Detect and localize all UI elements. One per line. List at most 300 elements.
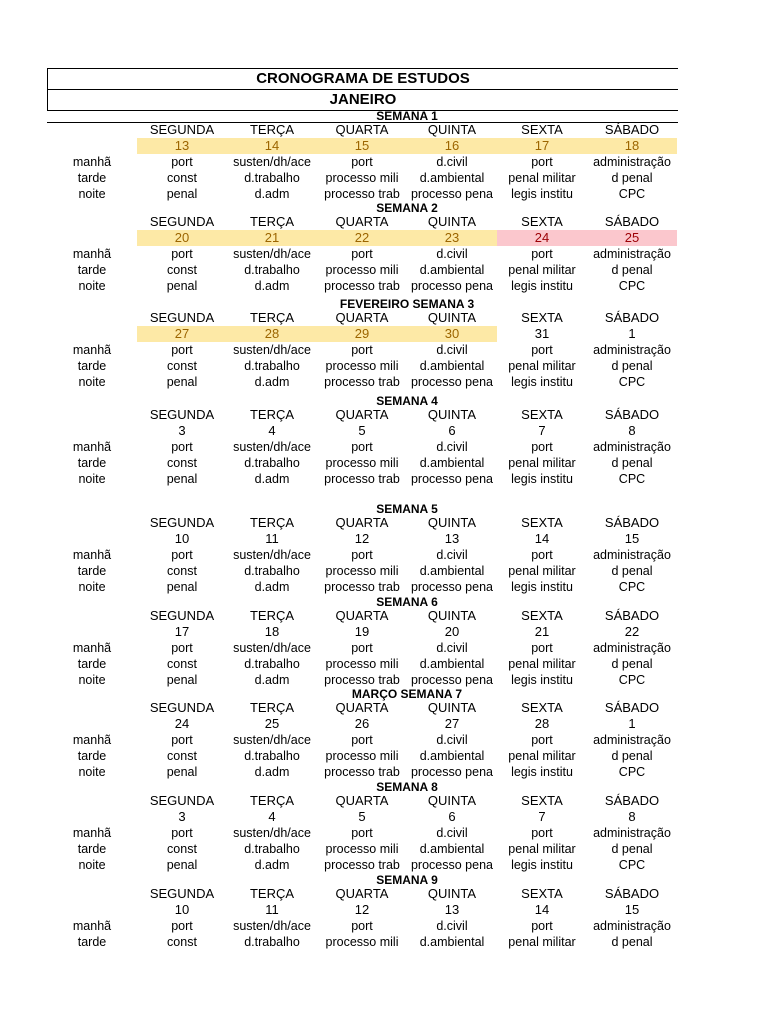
shift-row-noite: [0, 374, 768, 390]
subject-cell: legis institu: [511, 472, 573, 486]
day-name: TERÇA: [249, 407, 295, 422]
subject-cell: d penal: [611, 657, 653, 671]
date-cell: 13: [444, 902, 460, 917]
subject-cell: processo mili: [325, 359, 399, 373]
subject-cell: port: [351, 440, 373, 454]
subject-cell: const: [167, 564, 197, 578]
week-header: SEMANA 1: [376, 109, 438, 123]
subject-cell: d penal: [611, 456, 653, 470]
subject-cell: administração: [593, 548, 671, 562]
shift-label: tarde: [77, 263, 107, 277]
week-header: FEVEREIRO SEMANA 3: [339, 297, 475, 311]
shift-label: manhã: [72, 343, 112, 357]
subject-cell: port: [531, 641, 553, 655]
subject-cell: d.ambiental: [419, 171, 485, 185]
shift-label: manhã: [72, 919, 112, 933]
day-name: QUARTA: [335, 515, 389, 530]
subject-cell: d penal: [611, 749, 653, 763]
subject-cell: port: [531, 440, 553, 454]
subject-cell: penal: [166, 279, 198, 293]
day-name: SEXTA: [521, 310, 563, 325]
day-name: SEGUNDA: [149, 608, 215, 623]
shift-row-tarde: [0, 358, 768, 374]
date-cell: 21: [227, 230, 317, 246]
day-names-row: [0, 407, 768, 423]
subject-cell: legis institu: [511, 375, 573, 389]
subject-cell: port: [531, 155, 553, 169]
day-name: QUARTA: [335, 793, 389, 808]
date-cell: 11: [265, 531, 279, 546]
subject-cell: port: [171, 733, 193, 747]
subject-cell: d.trabalho: [244, 263, 300, 277]
subject-cell: port: [351, 548, 373, 562]
date-cell: 5: [358, 423, 366, 438]
subject-cell: processo pena: [410, 472, 493, 486]
subject-cell: processo mili: [325, 749, 399, 763]
subject-cell: d.ambiental: [419, 564, 485, 578]
subject-cell: penal militar: [508, 171, 576, 185]
day-name: SEGUNDA: [149, 122, 215, 137]
date-cell: 27: [444, 716, 460, 731]
date-cell: 15: [317, 138, 407, 154]
dates-row: [0, 423, 768, 439]
subject-cell: d.ambiental: [419, 657, 485, 671]
shift-row-manha: [0, 918, 768, 934]
date-cell: 3: [178, 423, 186, 438]
shift-row-tarde: [0, 455, 768, 471]
day-name: QUARTA: [335, 122, 389, 137]
subject-cell: port: [171, 548, 193, 562]
date-cell: 10: [174, 902, 190, 917]
subject-cell: CPC: [618, 187, 646, 201]
shift-row-tarde: [0, 170, 768, 186]
subject-cell: port: [531, 733, 553, 747]
date-cell: 30: [407, 326, 497, 342]
day-name: QUARTA: [335, 214, 389, 229]
day-name: QUINTA: [427, 122, 477, 137]
date-cell: 14: [534, 902, 550, 917]
subject-cell: penal: [166, 472, 198, 486]
month-title: JANEIRO: [47, 89, 678, 110]
dates-row: [0, 716, 768, 732]
date-cell: 13: [137, 138, 227, 154]
day-name: SEGUNDA: [149, 407, 215, 422]
subject-cell: susten/dh/ace: [233, 641, 311, 655]
day-name: SÁBADO: [604, 310, 660, 325]
shift-label: noite: [78, 765, 106, 779]
day-name: QUINTA: [427, 214, 477, 229]
subject-cell: const: [167, 657, 197, 671]
day-name: QUINTA: [427, 793, 477, 808]
day-name: SEGUNDA: [149, 793, 215, 808]
subject-cell: susten/dh/ace: [233, 733, 311, 747]
day-name: QUINTA: [427, 515, 477, 530]
date-cell: 13: [444, 531, 460, 546]
subject-cell: port: [351, 247, 373, 261]
subject-cell: port: [171, 919, 193, 933]
subject-cell: CPC: [618, 858, 646, 872]
subject-cell: legis institu: [511, 580, 573, 594]
subject-cell: penal: [166, 765, 198, 779]
subject-cell: penal militar: [508, 935, 576, 949]
subject-cell: processo trab: [324, 375, 400, 389]
subject-cell: port: [171, 155, 193, 169]
subject-cell: processo trab: [324, 580, 400, 594]
shift-row-noite: [0, 857, 768, 873]
subject-cell: d penal: [611, 359, 653, 373]
subject-cell: port: [351, 919, 373, 933]
day-name: QUINTA: [427, 700, 477, 715]
subject-cell: d.ambiental: [419, 749, 485, 763]
subject-cell: CPC: [618, 375, 646, 389]
subject-cell: port: [531, 919, 553, 933]
shift-row-tarde: [0, 262, 768, 278]
date-cell: 12: [354, 531, 370, 546]
date-cell: 6: [448, 423, 456, 438]
day-name: SEXTA: [521, 793, 563, 808]
date-cell: 18: [264, 624, 280, 639]
day-name: QUINTA: [427, 608, 477, 623]
week-header: SEMANA 5: [376, 502, 438, 516]
subject-cell: d.ambiental: [419, 263, 485, 277]
subject-cell: processo pena: [410, 580, 493, 594]
day-name: TERÇA: [249, 122, 295, 137]
day-name: TERÇA: [249, 608, 295, 623]
date-cell: 28: [534, 716, 550, 731]
dates-row: [0, 902, 768, 918]
shift-row-noite: [0, 186, 768, 202]
week-header: SEMANA 8: [376, 780, 438, 794]
day-name: SÁBADO: [604, 214, 660, 229]
shift-label: tarde: [77, 171, 107, 185]
date-cell: 25: [264, 716, 280, 731]
day-name: QUARTA: [335, 407, 389, 422]
date-cell: 23: [407, 230, 497, 246]
week-header: MARÇO SEMANA 7: [351, 687, 463, 701]
subject-cell: port: [171, 247, 193, 261]
subject-cell: const: [167, 171, 197, 185]
day-names-row: [0, 793, 768, 809]
subject-cell: administração: [593, 826, 671, 840]
subject-cell: legis institu: [511, 187, 573, 201]
date-cell: 14: [534, 531, 550, 546]
subject-cell: penal militar: [508, 564, 576, 578]
subject-cell: port: [171, 641, 193, 655]
subject-cell: susten/dh/ace: [233, 548, 311, 562]
subject-cell: processo trab: [324, 187, 400, 201]
subject-cell: d.trabalho: [244, 749, 300, 763]
subject-cell: d.civil: [436, 343, 468, 357]
date-cell: 28: [227, 326, 317, 342]
subject-cell: d.trabalho: [244, 359, 300, 373]
subject-cell: processo mili: [325, 935, 399, 949]
subject-cell: d.adm: [254, 673, 290, 687]
shift-label: tarde: [77, 935, 107, 949]
subject-cell: CPC: [618, 472, 646, 486]
subject-cell: port: [351, 343, 373, 357]
subject-cell: CPC: [618, 279, 646, 293]
subject-cell: d.ambiental: [419, 456, 485, 470]
subject-cell: penal militar: [508, 263, 576, 277]
subject-cell: d.adm: [254, 472, 290, 486]
subject-cell: administração: [593, 155, 671, 169]
subject-cell: d.civil: [436, 641, 468, 655]
subject-cell: processo pena: [410, 673, 493, 687]
date-cell: 3: [178, 809, 186, 824]
day-names-row: [0, 886, 768, 902]
date-cell: 25: [587, 230, 677, 246]
day-name: QUINTA: [427, 407, 477, 422]
subject-cell: processo mili: [325, 456, 399, 470]
dates-row: [0, 809, 768, 825]
day-name: TERÇA: [249, 700, 295, 715]
day-name: QUINTA: [427, 886, 477, 901]
subject-cell: d.adm: [254, 765, 290, 779]
day-name: SEXTA: [521, 700, 563, 715]
subject-cell: d.adm: [254, 858, 290, 872]
shift-label: noite: [78, 187, 106, 201]
date-cell: 15: [624, 531, 640, 546]
day-name: QUARTA: [335, 608, 389, 623]
date-cell: 14: [227, 138, 317, 154]
week-header: SEMANA 4: [376, 394, 438, 408]
subject-cell: d.adm: [254, 375, 290, 389]
subject-cell: d.civil: [436, 440, 468, 454]
dates-row: [0, 326, 768, 342]
subject-cell: d.trabalho: [244, 657, 300, 671]
subject-cell: susten/dh/ace: [233, 919, 311, 933]
subject-cell: d.trabalho: [244, 842, 300, 856]
day-name: SÁBADO: [604, 122, 660, 137]
shift-row-tarde: [0, 656, 768, 672]
subject-cell: const: [167, 749, 197, 763]
subject-cell: legis institu: [511, 858, 573, 872]
subject-cell: processo pena: [410, 187, 493, 201]
shift-label: tarde: [77, 456, 107, 470]
date-cell: 20: [137, 230, 227, 246]
subject-cell: processo trab: [324, 472, 400, 486]
date-cell: 4: [268, 809, 276, 824]
subject-cell: penal: [166, 580, 198, 594]
shift-label: manhã: [72, 247, 112, 261]
subject-cell: d.civil: [436, 548, 468, 562]
day-names-row: [0, 214, 768, 230]
day-names-row: [0, 700, 768, 716]
date-cell: 24: [174, 716, 190, 731]
subject-cell: processo mili: [325, 263, 399, 277]
day-name: TERÇA: [249, 886, 295, 901]
subject-cell: penal: [166, 673, 198, 687]
day-name: SEGUNDA: [149, 515, 215, 530]
subject-cell: const: [167, 263, 197, 277]
shift-label: manhã: [72, 155, 112, 169]
shift-row-tarde: [0, 934, 768, 950]
subject-cell: d.civil: [436, 247, 468, 261]
date-cell: 5: [358, 809, 366, 824]
subject-cell: d penal: [611, 564, 653, 578]
day-names-row: [0, 310, 768, 326]
subject-cell: processo trab: [324, 858, 400, 872]
day-names-row: [0, 608, 768, 624]
date-cell: 19: [354, 624, 370, 639]
date-cell: 18: [587, 138, 677, 154]
subject-cell: administração: [593, 247, 671, 261]
day-name: TERÇA: [249, 515, 295, 530]
shift-row-manha: [0, 342, 768, 358]
subject-cell: port: [171, 826, 193, 840]
subject-cell: port: [531, 548, 553, 562]
date-cell: 17: [497, 138, 587, 154]
date-cell: 10: [174, 531, 190, 546]
date-cell: 22: [317, 230, 407, 246]
week-header: SEMANA 6: [376, 595, 438, 609]
subject-cell: administração: [593, 919, 671, 933]
subject-cell: legis institu: [511, 673, 573, 687]
subject-cell: d.ambiental: [419, 935, 485, 949]
subject-cell: susten/dh/ace: [233, 826, 311, 840]
subject-cell: port: [531, 343, 553, 357]
subject-cell: port: [171, 343, 193, 357]
subject-cell: processo mili: [325, 657, 399, 671]
subject-cell: const: [167, 456, 197, 470]
shift-row-noite: [0, 471, 768, 487]
date-cell: 12: [354, 902, 370, 917]
day-name: SÁBADO: [604, 608, 660, 623]
subject-cell: port: [531, 247, 553, 261]
subject-cell: port: [171, 440, 193, 454]
subject-cell: processo mili: [325, 842, 399, 856]
shift-row-manha: [0, 547, 768, 563]
shift-row-manha: [0, 732, 768, 748]
shift-label: manhã: [72, 641, 112, 655]
date-cell: 27: [137, 326, 227, 342]
subject-cell: d.ambiental: [419, 842, 485, 856]
day-names-row: [0, 122, 768, 138]
subject-cell: const: [167, 842, 197, 856]
subject-cell: legis institu: [511, 279, 573, 293]
shift-label: noite: [78, 580, 106, 594]
shift-label: tarde: [77, 842, 107, 856]
shift-label: manhã: [72, 733, 112, 747]
day-name: SEXTA: [521, 608, 563, 623]
subject-cell: d.adm: [254, 580, 290, 594]
date-cell: 16: [407, 138, 497, 154]
subject-cell: processo mili: [325, 564, 399, 578]
shift-row-tarde: [0, 841, 768, 857]
subject-cell: susten/dh/ace: [233, 247, 311, 261]
subject-cell: administração: [593, 641, 671, 655]
subject-cell: processo mili: [325, 171, 399, 185]
date-cell: 11: [265, 902, 279, 917]
week-header: SEMANA 2: [376, 201, 438, 215]
day-name: SEXTA: [521, 407, 563, 422]
shift-row-tarde: [0, 748, 768, 764]
shift-row-tarde: [0, 563, 768, 579]
day-name: QUARTA: [335, 886, 389, 901]
subject-cell: processo pena: [410, 375, 493, 389]
subject-cell: penal militar: [508, 657, 576, 671]
shift-label: tarde: [77, 657, 107, 671]
subject-cell: CPC: [618, 765, 646, 779]
subject-cell: d.trabalho: [244, 456, 300, 470]
subject-cell: penal militar: [508, 456, 576, 470]
date-cell: 1: [628, 326, 636, 341]
day-name: SEXTA: [521, 122, 563, 137]
date-cell: 6: [448, 809, 456, 824]
subject-cell: administração: [593, 733, 671, 747]
shift-label: noite: [78, 279, 106, 293]
dates-row: [0, 230, 768, 246]
date-cell: 4: [268, 423, 276, 438]
subject-cell: susten/dh/ace: [233, 440, 311, 454]
subject-cell: susten/dh/ace: [233, 155, 311, 169]
subject-cell: port: [351, 733, 373, 747]
shift-row-manha: [0, 246, 768, 262]
shift-label: noite: [78, 673, 106, 687]
date-cell: 31: [534, 326, 550, 341]
shift-row-noite: [0, 579, 768, 595]
day-name: SEGUNDA: [149, 886, 215, 901]
subject-cell: CPC: [618, 673, 646, 687]
date-cell: 8: [628, 809, 636, 824]
day-name: SÁBADO: [604, 793, 660, 808]
shift-label: manhã: [72, 826, 112, 840]
subject-cell: port: [351, 826, 373, 840]
day-name: SEGUNDA: [149, 214, 215, 229]
date-cell: 15: [624, 902, 640, 917]
subject-cell: const: [167, 935, 197, 949]
subject-cell: d.civil: [436, 155, 468, 169]
subject-cell: processo trab: [324, 673, 400, 687]
subject-cell: const: [167, 359, 197, 373]
subject-cell: processo pena: [410, 279, 493, 293]
day-name: QUARTA: [335, 700, 389, 715]
subject-cell: processo pena: [410, 858, 493, 872]
day-name: SEGUNDA: [149, 700, 215, 715]
date-cell: 26: [354, 716, 370, 731]
subject-cell: port: [531, 826, 553, 840]
subject-cell: d.civil: [436, 733, 468, 747]
subject-cell: d.trabalho: [244, 935, 300, 949]
date-cell: 29: [317, 326, 407, 342]
subject-cell: legis institu: [511, 765, 573, 779]
day-name: SÁBADO: [604, 700, 660, 715]
day-name: SEXTA: [521, 214, 563, 229]
date-cell: 8: [628, 423, 636, 438]
subject-cell: d.civil: [436, 919, 468, 933]
subject-cell: penal: [166, 858, 198, 872]
subject-cell: d penal: [611, 263, 653, 277]
day-name: SÁBADO: [604, 407, 660, 422]
day-name: SÁBADO: [604, 886, 660, 901]
day-name: TERÇA: [249, 793, 295, 808]
shift-label: noite: [78, 472, 106, 486]
day-name: SÁBADO: [604, 515, 660, 530]
page-title: CRONOGRAMA DE ESTUDOS: [47, 68, 678, 89]
date-cell: 7: [538, 809, 546, 824]
subject-cell: administração: [593, 440, 671, 454]
subject-cell: d.adm: [254, 187, 290, 201]
shift-row-noite: [0, 278, 768, 294]
subject-cell: penal: [166, 375, 198, 389]
subject-cell: penal militar: [508, 842, 576, 856]
date-cell: 20: [444, 624, 460, 639]
subject-cell: d penal: [611, 842, 653, 856]
dates-row: [0, 624, 768, 640]
subject-cell: processo trab: [324, 279, 400, 293]
subject-cell: susten/dh/ace: [233, 343, 311, 357]
shift-row-manha: [0, 154, 768, 170]
